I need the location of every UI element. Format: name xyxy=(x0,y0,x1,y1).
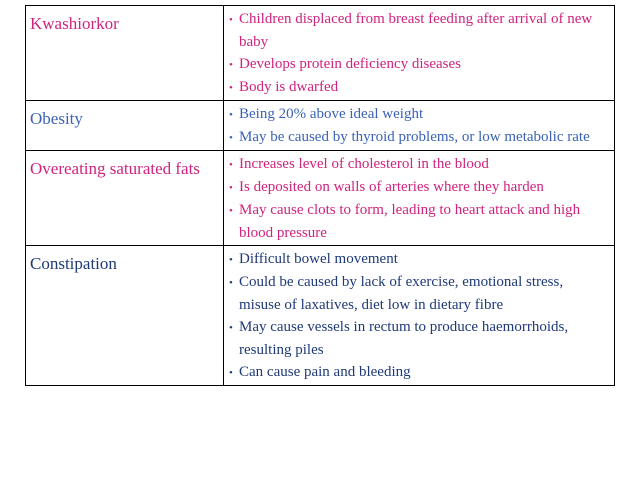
bullet-icon: • xyxy=(229,254,233,266)
bullet-point xyxy=(229,361,608,384)
bullet-point xyxy=(229,126,608,149)
bullet-icon: • xyxy=(229,109,233,121)
table-row-kwashiorkor xyxy=(26,6,615,101)
bullet-icon: • xyxy=(229,277,233,289)
description-cell xyxy=(224,246,615,386)
bullet-text: Can cause pain and bleeding xyxy=(239,364,411,380)
bullet-point xyxy=(229,153,608,176)
bullet-list xyxy=(224,246,614,385)
condition-cell xyxy=(26,101,224,151)
bullet-icon: • xyxy=(229,132,233,144)
condition-name: Kwashiorkor xyxy=(30,14,119,33)
bullet-text: Being 20% above ideal weight xyxy=(239,106,424,122)
bullet-point xyxy=(229,53,608,76)
bullet-list xyxy=(224,101,614,150)
bullet-text: Increases level of cholesterol in the blood xyxy=(239,156,489,172)
bullet-text: May cause vessels in rectum to produce haemorrhoids, resulting piles xyxy=(239,319,569,358)
condition-cell xyxy=(26,246,224,386)
bullet-list xyxy=(224,6,614,100)
nutrition-disorders-table xyxy=(25,5,615,386)
bullet-text: May cause clots to form, leading to heart attack and high blood pressure xyxy=(239,202,581,241)
table-row-constipation xyxy=(26,246,615,386)
bullet-point xyxy=(229,103,608,126)
bullet-icon: • xyxy=(229,205,233,217)
bullet-text: May be caused by thyroid problems, or low metabolic rate xyxy=(239,129,590,145)
bullet-text: Could be caused by lack of exercise, emotional stress, misuse of laxatives, diet low in dietary fibre xyxy=(239,274,564,313)
bullet-text: Develops protein deficiency diseases xyxy=(239,56,462,72)
bullet-icon: • xyxy=(229,182,233,194)
bullet-point xyxy=(229,199,608,244)
bullet-icon: • xyxy=(229,159,233,171)
bullet-text: Children displaced from breast feeding after arrival of new baby xyxy=(239,11,593,50)
bullet-point xyxy=(229,76,608,99)
bullet-icon: • xyxy=(229,82,233,94)
bullet-text: Body is dwarfed xyxy=(239,79,339,95)
table-row-obesity xyxy=(26,101,615,151)
bullet-icon: • xyxy=(229,367,233,379)
bullet-icon: • xyxy=(229,322,233,334)
condition-cell xyxy=(26,151,224,246)
bullet-point xyxy=(229,271,608,316)
description-cell xyxy=(224,101,615,151)
bullet-text: Difficult bowel movement xyxy=(239,251,398,267)
bullet-point xyxy=(229,248,608,271)
bullet-text: Is deposited on walls of arteries where they harden xyxy=(239,179,544,195)
bullet-point xyxy=(229,8,608,53)
bullet-point xyxy=(229,176,608,199)
bullet-icon: • xyxy=(229,14,233,26)
description-cell xyxy=(224,6,615,101)
bullet-list xyxy=(224,151,614,245)
condition-name: Overeating saturated fats xyxy=(30,159,200,178)
condition-name: Obesity xyxy=(30,109,83,128)
table-row-saturated-fats xyxy=(26,151,615,246)
bullet-point xyxy=(229,316,608,361)
condition-cell xyxy=(26,6,224,101)
condition-name: Constipation xyxy=(30,254,117,273)
bullet-icon: • xyxy=(229,59,233,71)
description-cell xyxy=(224,151,615,246)
